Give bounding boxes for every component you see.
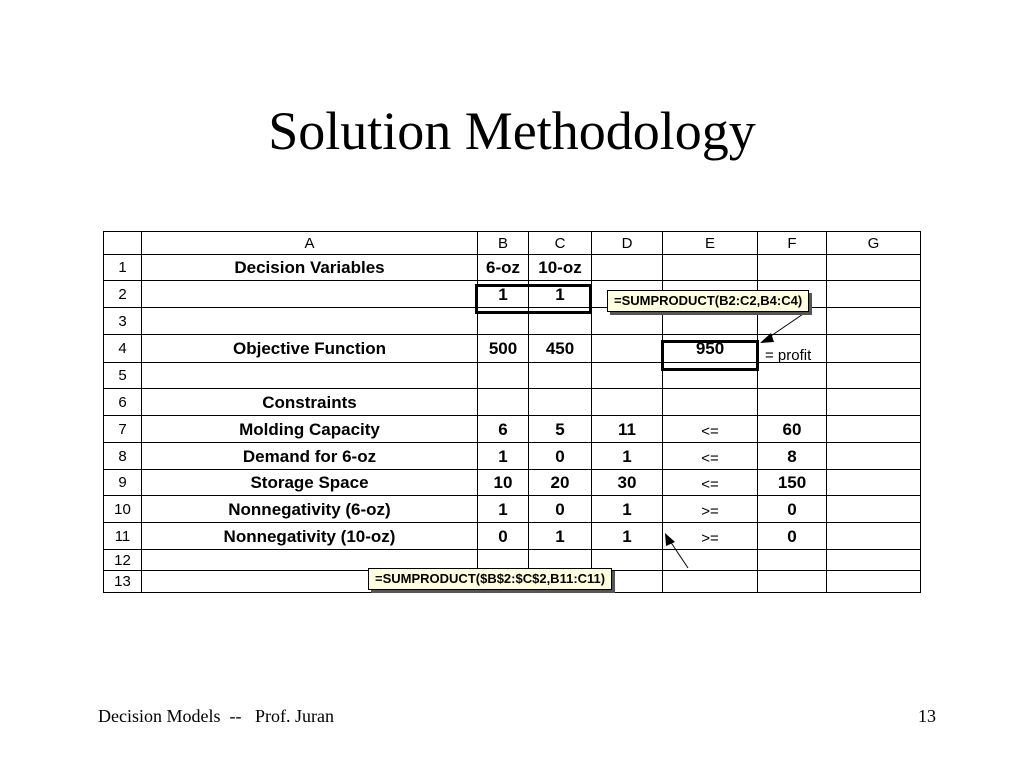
cell-d8[interactable]: 1 [592,443,663,470]
cell-f9[interactable]: 150 [758,470,827,496]
objective-formula-callout: =SUMPRODUCT(B2:C2,B4:C4) [607,290,809,312]
column-header-f[interactable]: F [758,232,827,255]
cell-b2[interactable]: 1 [478,281,529,308]
cell-a1[interactable]: Decision Variables [142,255,478,281]
cell-b11[interactable]: 0 [478,523,529,550]
profit-label: = profit [765,347,812,364]
cell-b8[interactable]: 1 [478,443,529,470]
cell-b4[interactable]: 500 [478,335,529,363]
column-header-a[interactable]: A [142,232,478,255]
cell-e4[interactable]: 950 [663,335,758,363]
cell-e9[interactable]: <= [663,470,758,496]
constraint-formula-callout: =SUMPRODUCT($B$2:$C$2,B11:C11) [368,568,612,590]
column-header-c[interactable]: C [529,232,592,255]
cell-a9[interactable]: Storage Space [142,470,478,496]
column-header-e[interactable]: E [663,232,758,255]
objective-arrowhead [760,333,774,343]
cell-c11[interactable]: 1 [529,523,592,550]
cell-b1[interactable]: 6-oz [478,255,529,281]
cell-e8[interactable]: <= [663,443,758,470]
row-number[interactable]: 3 [104,308,142,335]
cell-c2[interactable]: 1 [529,281,592,308]
constraint-callout-arrow [670,541,688,568]
cell-a8[interactable]: Demand for 6-oz [142,443,478,470]
cell-b10[interactable]: 1 [478,496,529,523]
cell-d10[interactable]: 1 [592,496,663,523]
row-number[interactable]: 4 [104,335,142,363]
row-number[interactable]: 1 [104,255,142,281]
row-number[interactable]: 11 [104,523,142,550]
cell-e10[interactable]: >= [663,496,758,523]
constraint-arrowhead [665,533,675,546]
cell-c9[interactable]: 20 [529,470,592,496]
cell-d11[interactable]: 1 [592,523,663,550]
row-number[interactable]: 10 [104,496,142,523]
row-number[interactable]: 2 [104,281,142,308]
cell-f10[interactable]: 0 [758,496,827,523]
row-number[interactable]: 8 [104,443,142,470]
cell-c10[interactable]: 0 [529,496,592,523]
cell-a6[interactable]: Constraints [142,389,478,416]
cell-f11[interactable]: 0 [758,523,827,550]
objective-callout-arrow [768,312,806,338]
cell-a10[interactable]: Nonnegativity (6-oz) [142,496,478,523]
cell-f8[interactable]: 8 [758,443,827,470]
cell-a4[interactable]: Objective Function [142,335,478,363]
cell-c1[interactable]: 10-oz [529,255,592,281]
row-number[interactable]: 9 [104,470,142,496]
cell-f7[interactable]: 60 [758,416,827,443]
cell-e7[interactable]: <= [663,416,758,443]
slide-title: Solution Methodology [268,101,756,161]
cell-a11[interactable]: Nonnegativity (10-oz) [142,523,478,550]
cell-d7[interactable]: 11 [592,416,663,443]
column-header-g[interactable]: G [827,232,921,255]
row-number[interactable]: 5 [104,363,142,389]
row-number[interactable]: 7 [104,416,142,443]
cell-e11[interactable]: >= [663,523,758,550]
cell-d9[interactable]: 30 [592,470,663,496]
cell-a7[interactable]: Molding Capacity [142,416,478,443]
row-number[interactable]: 13 [104,571,142,593]
footer-course: Decision Models -- Prof. Juran [98,706,334,726]
column-header-b[interactable]: B [478,232,529,255]
cell-b7[interactable]: 6 [478,416,529,443]
footer-page-number: 13 [918,706,936,726]
cell-b9[interactable]: 10 [478,470,529,496]
cell-c7[interactable]: 5 [529,416,592,443]
row-number[interactable]: 12 [104,550,142,571]
column-header-d[interactable]: D [592,232,663,255]
cell-c8[interactable]: 0 [529,443,592,470]
row-number[interactable]: 6 [104,389,142,416]
cell-c4[interactable]: 450 [529,335,592,363]
